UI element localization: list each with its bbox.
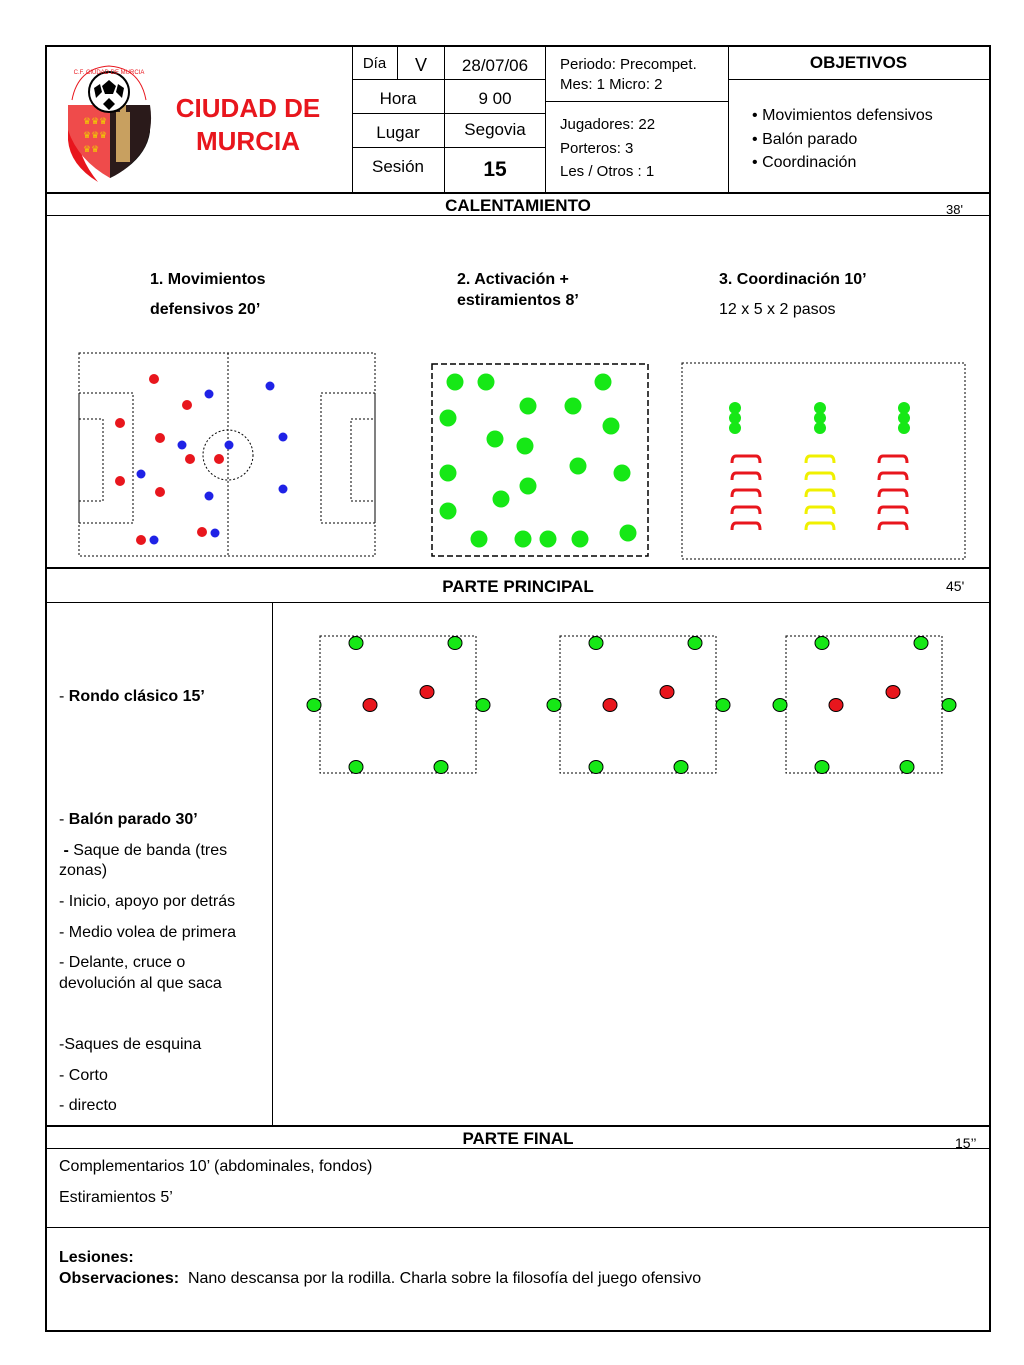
directo-item: - directo bbox=[59, 1097, 117, 1114]
green-player-marker bbox=[515, 531, 532, 548]
hurdle-marker bbox=[879, 490, 907, 497]
green-player-marker bbox=[520, 398, 537, 415]
red-player-marker bbox=[185, 454, 195, 464]
hurdle-marker bbox=[806, 456, 834, 463]
objetivo-item: • Coordinación bbox=[752, 154, 857, 171]
blue-player-marker bbox=[266, 382, 275, 391]
green-player-marker bbox=[729, 422, 741, 434]
green-player-marker bbox=[517, 438, 534, 455]
rondo-green-player bbox=[349, 637, 363, 650]
svg-text:♛♛♛: ♛♛♛ bbox=[83, 130, 108, 140]
green-player-marker bbox=[570, 458, 587, 475]
rondo-red-player bbox=[660, 686, 674, 699]
ex1-title-line2: defensivos 20’ bbox=[150, 301, 261, 318]
rondo-box-2 bbox=[560, 636, 716, 773]
green-player-marker bbox=[440, 465, 457, 482]
final-title: PARTE FINAL bbox=[462, 1129, 574, 1148]
hora-value: 9 00 bbox=[478, 89, 512, 108]
green-player-marker bbox=[620, 525, 637, 542]
rondo-green-player bbox=[815, 761, 829, 774]
red-player-marker bbox=[115, 418, 125, 428]
green-player-marker bbox=[520, 478, 537, 495]
blue-player-marker bbox=[279, 433, 288, 442]
observaciones-row bbox=[59, 1270, 701, 1288]
coordination-area bbox=[682, 363, 965, 559]
rondo-box-1 bbox=[320, 636, 476, 773]
rondo-red-player bbox=[420, 686, 434, 699]
principal-time: 45' bbox=[946, 578, 965, 594]
red-player-marker bbox=[155, 433, 165, 443]
sesion-label: Sesión bbox=[372, 157, 424, 176]
green-player-marker bbox=[440, 410, 457, 427]
objetivo-item: • Movimientos defensivos bbox=[752, 107, 933, 124]
sesion-value: 15 bbox=[483, 158, 507, 181]
lugar-value: Segovia bbox=[464, 120, 526, 139]
green-player-marker bbox=[493, 491, 510, 508]
jugadores-text: Jugadores: 22 bbox=[560, 116, 656, 133]
green-player-marker bbox=[614, 465, 631, 482]
rondo-green-player bbox=[942, 699, 956, 712]
hurdle-marker bbox=[732, 490, 760, 497]
rondo-green-player bbox=[307, 699, 321, 712]
lugar-label: Lugar bbox=[376, 123, 420, 142]
observaciones-label: Observaciones: bbox=[59, 1270, 180, 1287]
medio-item: - Medio volea de primera bbox=[59, 924, 236, 941]
final-time: 15’’ bbox=[955, 1135, 977, 1151]
green-player-marker bbox=[540, 531, 557, 548]
rondo-green-player bbox=[434, 761, 448, 774]
hurdle-marker bbox=[732, 473, 760, 480]
blue-player-marker bbox=[225, 441, 234, 450]
dia-label: Día bbox=[362, 55, 387, 72]
field-right-goal-area bbox=[351, 419, 375, 501]
green-player-marker bbox=[478, 374, 495, 391]
saques-esquina-item: -Saques de esquina bbox=[59, 1036, 202, 1053]
rondo-green-player bbox=[716, 699, 730, 712]
dia-value: V bbox=[414, 55, 427, 75]
calentamiento-title: CALENTAMIENTO bbox=[445, 196, 591, 215]
rondo-red-player bbox=[829, 699, 843, 712]
hurdle-marker bbox=[879, 523, 907, 530]
badge-text: C.F. CIUDAD DE MURCIA bbox=[73, 70, 145, 76]
green-player-marker bbox=[471, 531, 488, 548]
objetivo-item: • Balón parado bbox=[752, 130, 858, 148]
green-player-marker bbox=[447, 374, 464, 391]
field-left-goal-area bbox=[79, 419, 103, 501]
observaciones-text: Nano descansa por la rodilla. Charla sobre la filosofía del juego ofensivo bbox=[187, 1270, 702, 1287]
field-right-box bbox=[321, 393, 375, 523]
saque-banda-item: - Saque de banda (tres bbox=[63, 842, 228, 859]
hurdle-marker bbox=[806, 490, 834, 497]
red-player-marker bbox=[149, 374, 159, 384]
balon-parado-item: - Balón parado 30’ bbox=[59, 811, 198, 828]
red-player-marker bbox=[136, 535, 146, 545]
hora-label: Hora bbox=[379, 89, 417, 108]
club-name-line1: CIUDAD DE bbox=[175, 93, 321, 123]
blue-player-marker bbox=[205, 492, 214, 501]
club-name-line2: MURCIA bbox=[196, 126, 300, 156]
svg-text:♛♛: ♛♛ bbox=[83, 144, 100, 154]
ex2-title-line2: estiramientos 8’ bbox=[457, 292, 579, 309]
hurdle-marker bbox=[879, 456, 907, 463]
red-player-marker bbox=[182, 400, 192, 410]
les-otros-text: Les / Otros : 1 bbox=[560, 163, 655, 180]
hurdle-marker bbox=[879, 473, 907, 480]
hurdle-marker bbox=[806, 473, 834, 480]
ex3-title-line2: 12 x 5 x 2 pasos bbox=[719, 301, 836, 318]
rondo-green-player bbox=[688, 637, 702, 650]
hurdle-marker bbox=[732, 456, 760, 463]
hurdle-marker bbox=[732, 523, 760, 530]
green-player-marker bbox=[572, 531, 589, 548]
green-player-marker bbox=[487, 431, 504, 448]
rondo-green-player bbox=[476, 699, 490, 712]
hurdle-marker bbox=[879, 507, 907, 514]
periodo-text: Periodo: Precompet. bbox=[560, 56, 697, 73]
blue-player-marker bbox=[205, 390, 214, 399]
rondo-green-player bbox=[674, 761, 688, 774]
principal-title: PARTE PRINCIPAL bbox=[442, 577, 594, 596]
green-player-marker bbox=[595, 374, 612, 391]
red-player-marker bbox=[214, 454, 224, 464]
hurdle-marker bbox=[806, 507, 834, 514]
green-player-marker bbox=[440, 503, 457, 520]
mes-micro-text: Mes: 1 Micro: 2 bbox=[560, 76, 663, 93]
rondo-green-player bbox=[547, 699, 561, 712]
rondo-red-player bbox=[603, 699, 617, 712]
rondo-item: - Rondo clásico 15’ bbox=[59, 688, 205, 705]
rondo-green-player bbox=[448, 637, 462, 650]
ex1-title-line1: 1. Movimientos bbox=[150, 271, 266, 288]
red-player-marker bbox=[197, 527, 207, 537]
final-line2: Estiramientos 5’ bbox=[59, 1189, 173, 1206]
date-value: 28/07/06 bbox=[461, 56, 529, 75]
rondo-green-player bbox=[589, 637, 603, 650]
calentamiento-time: 38' bbox=[946, 202, 963, 217]
svg-text:♛♛♛: ♛♛♛ bbox=[83, 116, 108, 126]
rondo-green-player bbox=[773, 699, 787, 712]
objetivos-title: OBJETIVOS bbox=[809, 53, 908, 72]
lesiones-label: Lesiones: bbox=[59, 1249, 134, 1266]
delante-item-line2: devolución al que saca bbox=[59, 975, 222, 992]
green-player-marker bbox=[565, 398, 582, 415]
blue-player-marker bbox=[137, 470, 146, 479]
hurdle-marker bbox=[732, 507, 760, 514]
green-player-marker bbox=[898, 422, 910, 434]
green-player-marker bbox=[603, 418, 620, 435]
hurdle-marker bbox=[806, 523, 834, 530]
rondo-green-player bbox=[914, 637, 928, 650]
corto-item: - Corto bbox=[59, 1067, 108, 1084]
blue-player-marker bbox=[279, 485, 288, 494]
rondo-green-player bbox=[349, 761, 363, 774]
rondo-box-3 bbox=[786, 636, 942, 773]
porteros-text: Porteros: 3 bbox=[560, 140, 634, 157]
zonas-item: zonas) bbox=[59, 862, 108, 879]
red-player-marker bbox=[155, 487, 165, 497]
inicio-item: - Inicio, apoyo por detrás bbox=[59, 893, 236, 910]
blue-player-marker bbox=[178, 441, 187, 450]
final-line1: Complementarios 10’ (abdominales, fondos) bbox=[59, 1158, 373, 1175]
rondo-green-player bbox=[900, 761, 914, 774]
red-player-marker bbox=[115, 476, 125, 486]
field-outline bbox=[79, 353, 375, 556]
ex3-title-line1: 3. Coordinación 10’ bbox=[719, 271, 867, 288]
blue-player-marker bbox=[211, 529, 220, 538]
rondo-red-player bbox=[363, 699, 377, 712]
activation-area bbox=[432, 364, 648, 556]
delante-item-line1: - Delante, cruce o bbox=[59, 954, 186, 971]
green-player-marker bbox=[814, 422, 826, 434]
rondo-red-player bbox=[886, 686, 900, 699]
rondo-green-player bbox=[815, 637, 829, 650]
blue-player-marker bbox=[150, 536, 159, 545]
field-left-box bbox=[79, 393, 133, 523]
ex2-title-line1: 2. Activación + bbox=[457, 271, 569, 288]
rondo-green-player bbox=[589, 761, 603, 774]
